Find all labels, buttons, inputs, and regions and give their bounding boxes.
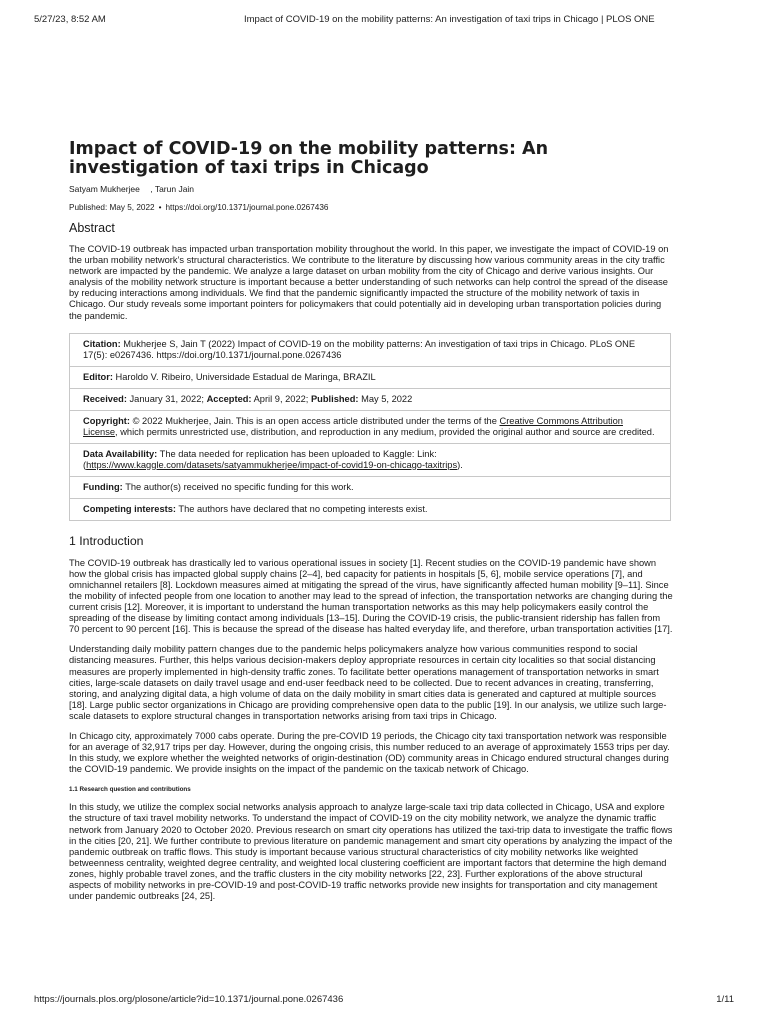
copyright-text-rest: , which permits unrestricted use, distribution, and reproduction in any medium, provided the original author and source are credited. (115, 426, 655, 437)
funding-label: Funding: (83, 481, 123, 492)
copyright-label: Copyright: (83, 415, 130, 426)
author-name[interactable]: Satyam Mukherjee (69, 184, 140, 194)
editor-row (70, 366, 671, 388)
competing-interests-label: Competing interests: (83, 503, 176, 514)
accepted-date: April 9, 2022; (253, 393, 309, 404)
data-availability-text: The data needed for replication has been uploaded to Kaggle: Link: ( (83, 448, 437, 470)
received-label: Received: (83, 393, 127, 404)
abstract-text: The COVID-19 outbreak has impacted urban transportation mobility throughout the world. In this paper, we investigate the impact of COVID-19 on the urban mobility network’s structural characteristics. We contribute to the literature by discussing how various community areas in the city traffic network are impacted by the pandemic. We analyze a large dataset on urban mobility from the city of Chicago and derive various insights. Our analysis of the mobility network structure is important because a better understanding of such networks can help control the spread of the disease by reducing interactions among individuals. We find that the pandemic significantly impacted the structure of the mobility network of taxis in Chicago. Our study reveals some important pointers for policymakers that could potentially aid in developing urban transportation policies during the pandemic. (69, 244, 669, 321)
citation-text: Mukherjee S, Jain T (2022) Impact of COVID-19 on the mobility patterns: An investigation of taxi trips in Chicago. PLoS ONE 17(5): e0267436. https://doi.org/10.1371/journal.pone.0267436 (83, 338, 636, 360)
received-date: January 31, 2022; (129, 393, 204, 404)
introduction-heading: 1 Introduction (69, 533, 144, 548)
accepted-label: Accepted: (206, 393, 252, 404)
citation-label: Citation: (83, 338, 121, 349)
published-date: Published: May 5, 2022 (69, 203, 155, 212)
article-metadata-table (69, 333, 671, 521)
kaggle-link[interactable]: https://www.kaggle.com/datasets/satyammukherjee/impact-of-covid19-on-chicago-taxitrips (86, 459, 458, 470)
print-datetime: 5/27/23, 8:52 AM (34, 14, 106, 25)
bullet-separator: • (158, 203, 162, 212)
dates-row (70, 388, 671, 410)
competing-interests-row (70, 498, 671, 520)
data-availability-row (70, 443, 671, 476)
page-number: 1/11 (716, 994, 734, 1005)
article-title: Impact of COVID-19 on the mobility patterns: An investigation of taxi trips in Chicago (69, 139, 549, 178)
data-availability-close: ). (457, 459, 463, 470)
published-label: Published: (310, 393, 359, 404)
print-page-title: Impact of COVID-19 on the mobility patterns: An investigation of taxi trips in Chicago | PLOS ONE (244, 14, 655, 25)
license-link[interactable]: Creative Commons Attribution License (83, 415, 623, 437)
print-url: https://journals.plos.org/plosone/article?id=10.1371/journal.pone.0267436 (34, 994, 344, 1005)
competing-interests-text: The authors have declared that no competing interests exist. (178, 503, 428, 514)
editor-text: Haroldo V. Ribeiro, Universidade Estadual de Maringa, BRAZIL (115, 371, 376, 382)
copyright-text: © 2022 Mukherjee, Jain. This is an open access article distributed under the terms of the (132, 415, 497, 426)
publication-info (69, 203, 673, 212)
funding-row (70, 476, 671, 498)
article-content (69, 140, 673, 902)
author-name[interactable]: , Tarun Jain (150, 184, 195, 194)
copyright-row (70, 410, 671, 443)
funding-text: The author(s) received no specific funding for this work. (125, 481, 354, 492)
intro-paragraph-2: Understanding daily mobility pattern changes due to the pandemic helps policymakers analyze how various communities respond to social distancing measures. Further, this helps various decision-makers deploy appropriate resources in certain city localities so that social distancing measures are properly implemented in high-density traffic zones. To facilitate better operations management of transportation networks in smart cities, large-scale datasets on daily travel usage and end-user feedback need to be collected. Due to recent advances in creating, transferring, storing, and analyzing digital data, a high volume of data on the daily mobility in smart cities data is generated and captured at multiple sources [18]. Large public sector organizations in Chicago are providing comprehensive open data to the public [19]. In our analysis, we utilize such large-scale datasets to explore structural changes in transportation networks arising from taxi trips in Chicago. (69, 644, 667, 721)
intro-paragraph-1: The COVID-19 outbreak has drastically led to various operational issues in society [1]. Recent studies on the COVID-19 pandemic have shown how the global crisis has impacted global supply chains [2–4], bed capacity for patients in hospitals [5, 6], mobile service operations [7], and omnichannel retailers [8]. Lockdown measures aimed at mitigating the spread of the virus, have significantly affected human mobility [9–11]. Since the mobility of infected people from one location to another may lead to the spread of infection, the transportation networks are changing during the current crisis [12]. Moreover, it is important to understand the human transportation networks as this may help policymakers easily control the spreading of the disease by limiting contact among individuals [13–15]. During the COVID-19 crisis, the public-transient ridership has fallen from 70 percent to 90 percent [16]. This is because the spread of the disease has halted everyday life, and therefore, urban transportation activities [17]. (69, 557, 673, 635)
abstract-heading: Abstract (69, 221, 115, 235)
author-list (69, 184, 673, 194)
citation-row (70, 333, 671, 366)
data-availability-label: Data Availability: (83, 448, 158, 459)
doi-link[interactable]: https://doi.org/10.1371/journal.pone.0267436 (165, 203, 329, 212)
intro-paragraph-4: In this study, we utilize the complex social networks analysis approach to analyze large-scale taxi trip data collected in Chicago, USA and explore the structure of taxi travel mobility networks. To understand the impact of COVID-19 on the city mobility network, we analyze the dynamic traffic network from January 2020 to October 2020. Previous research on smart city operations has utilized the taxi-trip data to investigate the traffic flows in the cities [20, 21]. We further contribute to previous literature on pandemic management and smart city operations by analyzing the impact of the pandemic outbreak on traffic flows. This study is important because various structural characteristics of city mobility networks like weighted betweenness centrality, weighted degree centrality, and weighted local clustering coefficient are important factors that determine the high demand zones, highly probable travel zones, and the traffic clusters in the city mobility networks [22, 23]. Further explorations of the above structural aspects of mobility networks in pre-COVID-19 and post-COVID-19 traffic networks provide new insights for transportation and city management under pandemic outbreaks [24, 25]. (69, 802, 673, 902)
intro-paragraph-3: In Chicago city, approximately 7000 cabs operate. During the pre-COVID 19 periods, the Chicago city taxi transportation network was responsible for an average of 32,917 trips per day. However, during the ongoing crisis, this number reduced to an average of approximately 1553 trips per day. In this study, we explore whether the weighted networks of origin-destination (OD) community areas in Chicago endured structural changes during the COVID-19 pandemic. We provide insights on the impact of the pandemic on the taxicab network of Chicago. (69, 730, 670, 775)
published-date-meta: May 5, 2022 (361, 393, 413, 404)
subsection-heading: 1.1 Research question and contributions (69, 786, 191, 794)
editor-label: Editor: (83, 371, 113, 382)
